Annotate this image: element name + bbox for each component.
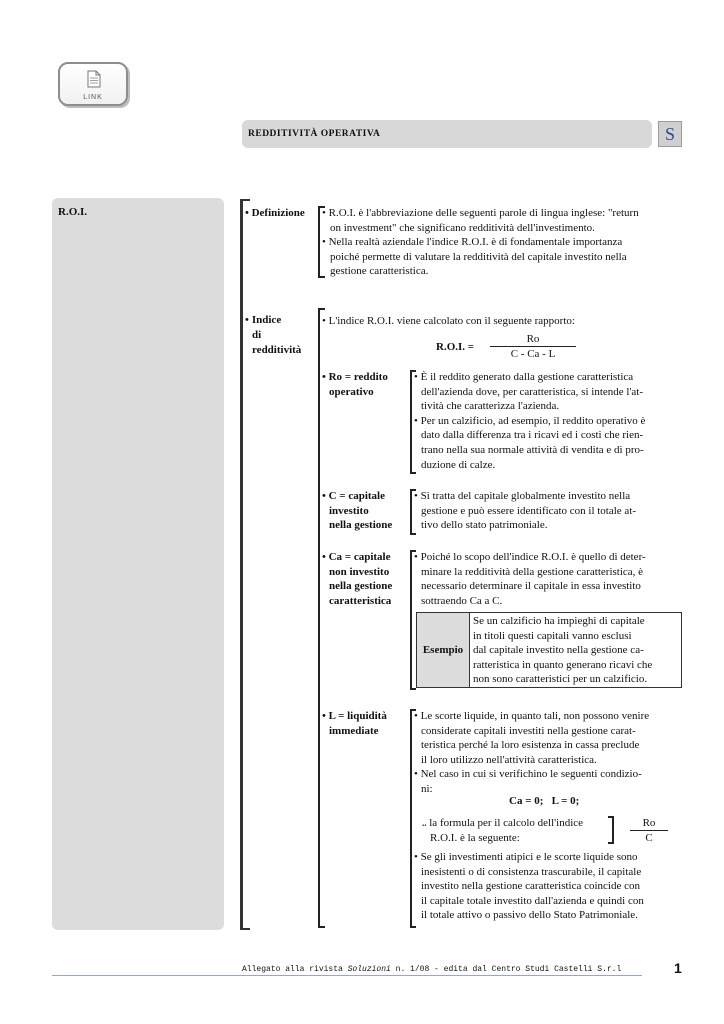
page-number: 1 — [674, 960, 682, 976]
sidebar-panel — [52, 198, 224, 930]
c-label: • C = capitale investito nella gestione — [322, 490, 393, 532]
definizione-label: • Definizione — [245, 207, 305, 219]
l-formula-text: .. la formula per il calcolo dell'indice R.O.I. è la seguente: — [422, 817, 584, 844]
definizione-line: poiché permette di valutare la redditività del capitale investito nella — [330, 250, 627, 263]
ro-text: • È il reddito generato dalla gestione caratteristica dell'azienda dove, per caratteristica, si intende l'at- tività che caratterizza l'azienda. • Per un calzificio, ad esempio, il reddito operativo è dato dalla differenza tra i ricavi ed i costi che rien- trano nella sua normale attività di vendita e di pro- duzione di calze. — [414, 371, 646, 471]
main-bracket-line — [240, 199, 243, 930]
section-header — [242, 120, 652, 148]
example-label: Esempio — [417, 613, 470, 687]
indice-label: • Indice di redditività — [245, 314, 302, 356]
l-formula-bracket — [608, 816, 614, 844]
ca-label: • Ca = capitale non investito nella gestione caratteristica — [322, 551, 393, 607]
l-formula-denominator: C — [645, 832, 653, 844]
roi-numerator: Ro — [526, 333, 540, 345]
l-text: • Le scorte liquide, in quanto tali, non possono venire considerate capitali investiti nella gestione carat- teristica perché la loro esistenza in cassa preclude il loro utilizzo nell'attività caratteristica. • Nel caso in cui si verifichino le seguenti condizio- ni: — [414, 710, 650, 795]
definizione-line: • Nella realtà aziendale l'indice R.O.I. è di fondamentale importanza — [322, 236, 623, 249]
indice-intro: • L'indice R.O.I. viene calcolato con il seguente rapporto: — [322, 315, 575, 327]
l-label: • L = liquidità immediate — [322, 710, 387, 737]
sidebar-title: R.O.I. — [58, 206, 88, 218]
footer-text: Allegato alla rivista Soluzioni n. 1/08 - edita dal Centro Studi Castelli S.r.l — [242, 965, 622, 974]
definizione-line: gestione caratteristica. — [330, 265, 429, 278]
l-condition: Ca = 0; L = 0; — [509, 795, 580, 807]
definizione-text — [322, 206, 684, 279]
main-bracket-bottom — [240, 928, 250, 930]
c-text: • Si tratta del capitale globalmente investito nella gestione e può essere identificato con il totale at- tivo dello stato patrimoniale. — [414, 490, 637, 532]
definizione-line: • R.O.I. è l'abbreviazione delle seguenti parole di lingua inglese: "return — [322, 207, 639, 219]
ro-label: • Ro = reddito operativo — [322, 371, 388, 398]
section-title: REDDITIVITÀ OPERATIVA — [248, 129, 381, 139]
l-formula-numerator: Ro — [642, 817, 656, 829]
footer-divider — [52, 975, 642, 976]
example-text: Se un calzificio ha impieghi di capitale in titoli questi capitali vanno esclusi dal capitale investito nella gestione ca- ratteristica in quanto generano ricavi che non sono caratteristici per un calzificio. — [473, 615, 653, 686]
l-text-2: • Se gli investimenti atipici e le scorte liquide sono inesistenti o di consistenza trascurabile, il capitale investito nella gestione caratteristica coincide con il capitale totale investito dall'azienda e quindi con il totale attivo o passivo dello Stato Patrimoniale. — [414, 851, 644, 922]
document-icon — [87, 70, 101, 88]
example-box — [416, 612, 682, 688]
l-formula-fraction — [630, 816, 668, 845]
main-bracket-top — [240, 199, 250, 201]
roi-formula-lhs: R.O.I. = — [436, 341, 475, 353]
definizione-line: on investment" che significano redditività dell'investimento. — [330, 221, 595, 234]
indice-bracket — [318, 308, 325, 928]
link-button[interactable] — [58, 62, 128, 106]
ca-text: • Poiché lo scopo dell'indice R.O.I. è quello di deter- minare la redditività della gestione caratteristica, è necessario determinare il capitale in essa investito sottraendo Ca a C. — [414, 551, 646, 607]
section-badge[interactable]: S — [658, 121, 682, 147]
link-label: LINK — [83, 94, 103, 101]
roi-denominator: C - Ca - L — [510, 348, 556, 360]
roi-formula-fraction — [490, 332, 576, 361]
l-bracket — [410, 709, 416, 928]
